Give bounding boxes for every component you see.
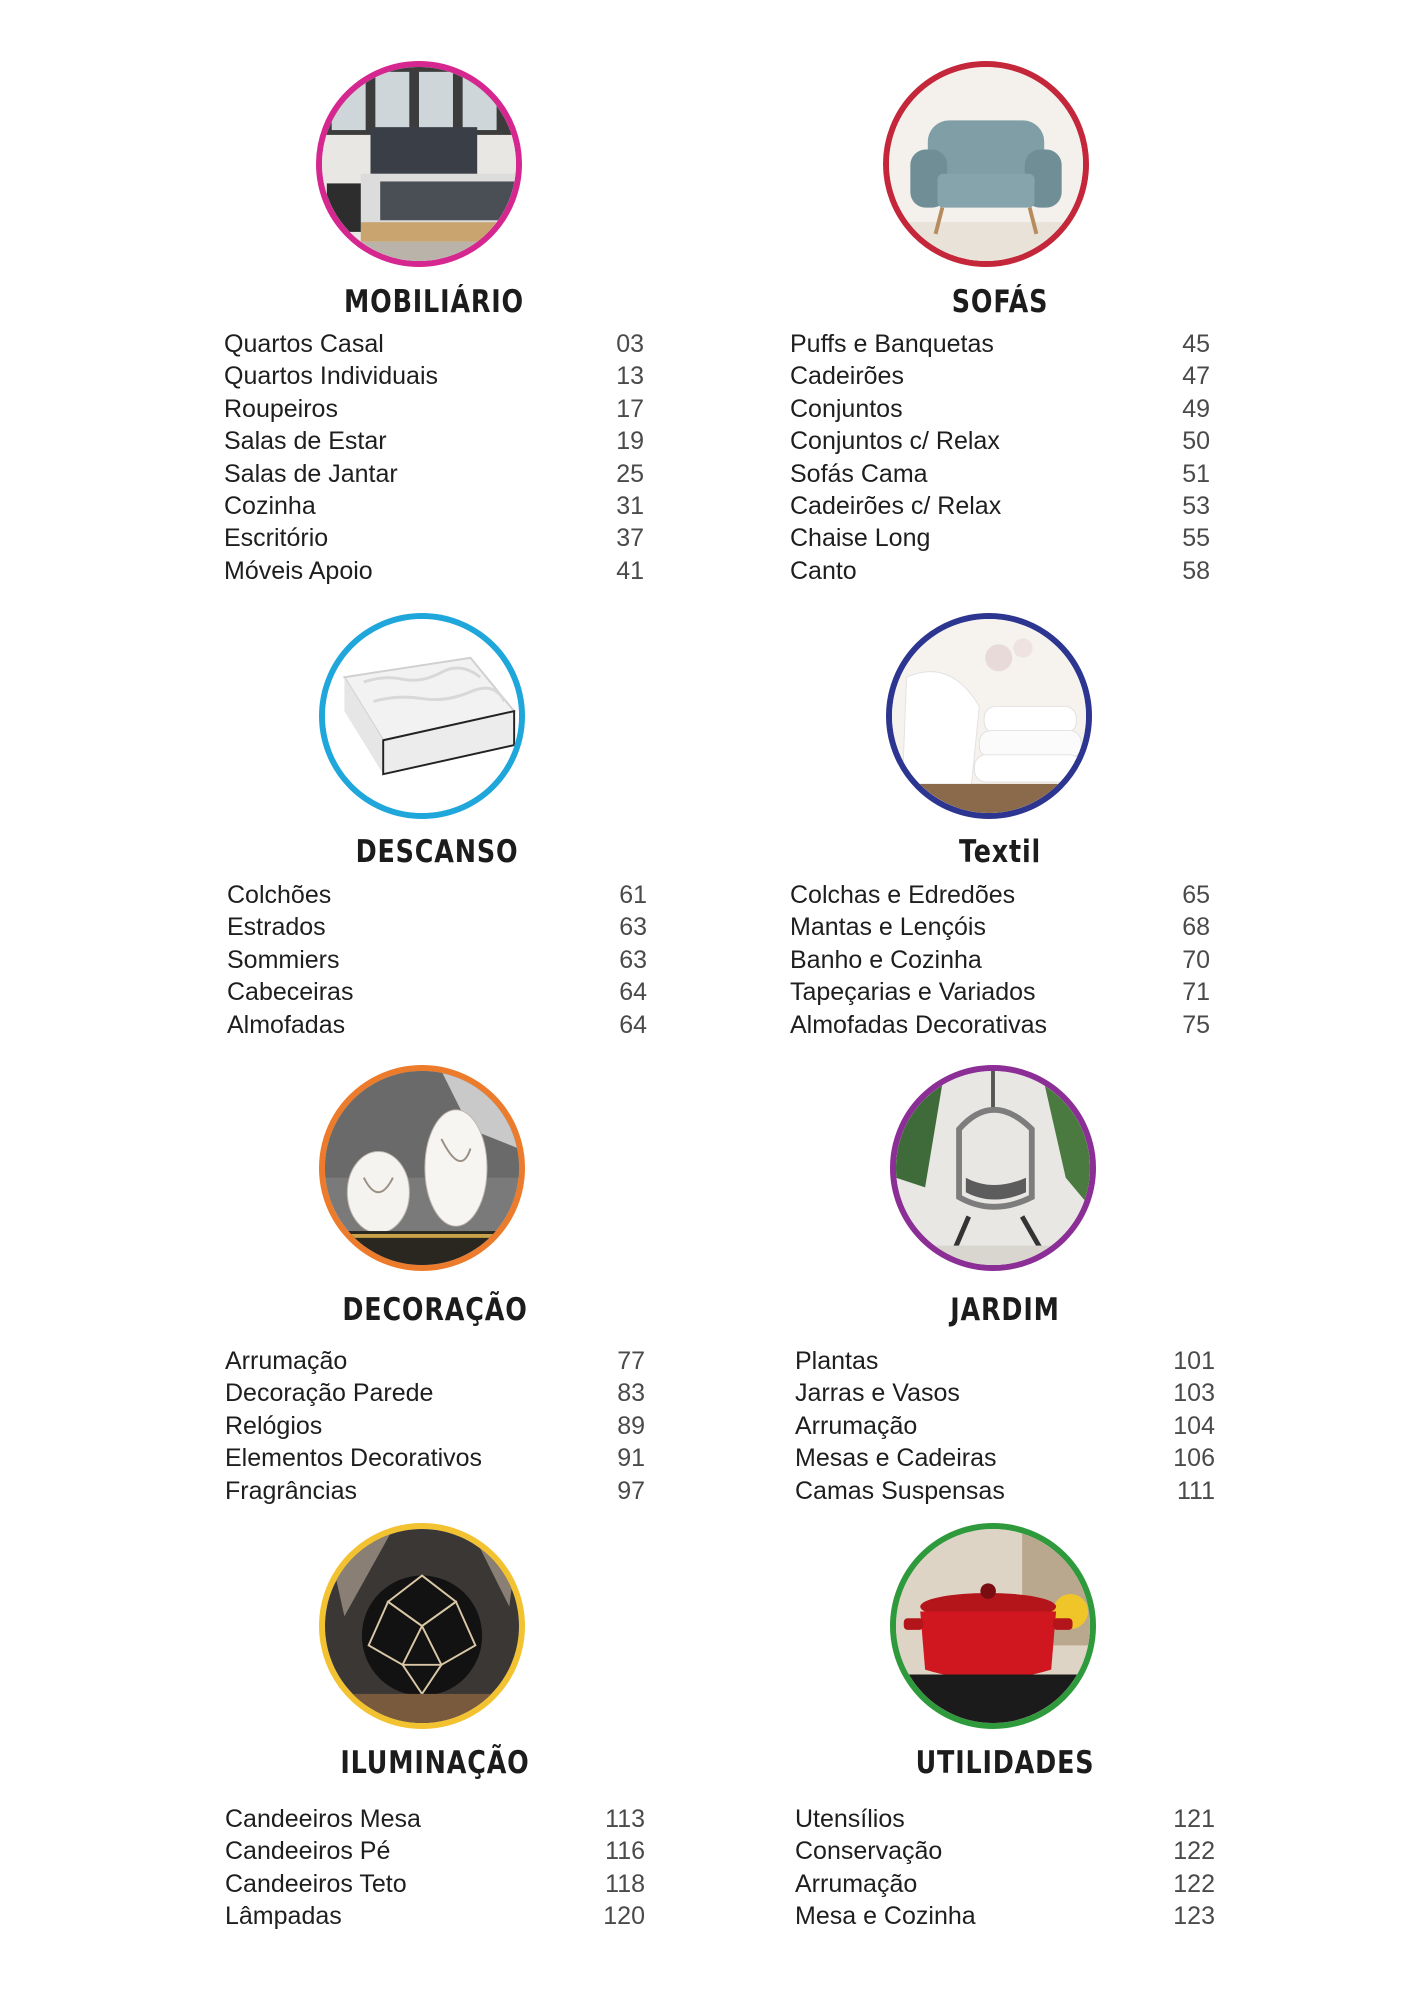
page-number: 63 bbox=[619, 913, 647, 942]
list-item[interactable] bbox=[225, 1902, 645, 1934]
item-label: Cabeceiras bbox=[227, 978, 354, 1007]
item-list bbox=[795, 1347, 1215, 1509]
list-item[interactable] bbox=[795, 1870, 1215, 1902]
item-label: Salas de Jantar bbox=[224, 459, 398, 488]
item-label: Salas de Estar bbox=[224, 427, 387, 456]
item-label: Candeeiros Teto bbox=[225, 1869, 407, 1898]
list-item[interactable] bbox=[790, 492, 1210, 524]
list-item[interactable] bbox=[225, 1477, 645, 1509]
item-label: Elementos Decorativos bbox=[225, 1444, 483, 1473]
lamp-image bbox=[319, 1523, 525, 1729]
section-title: Textil bbox=[958, 834, 1042, 870]
page-number: 122 bbox=[1173, 1837, 1215, 1866]
item-label: Fragrâncias bbox=[225, 1476, 357, 1505]
list-item[interactable] bbox=[790, 330, 1210, 362]
item-label: Lâmpadas bbox=[225, 1902, 342, 1931]
list-item[interactable] bbox=[795, 1444, 1215, 1476]
page-number: 113 bbox=[605, 1805, 645, 1833]
item-list bbox=[224, 330, 644, 589]
list-item[interactable] bbox=[795, 1412, 1215, 1444]
item-label: Almofadas Decorativas bbox=[790, 1010, 1048, 1039]
page-number: 63 bbox=[619, 945, 647, 974]
item-label: Colchas e Edredões bbox=[790, 881, 1016, 909]
item-label: Candeeiros Mesa bbox=[225, 1805, 421, 1833]
page-number: 123 bbox=[1173, 1902, 1215, 1931]
page-number: 75 bbox=[1182, 1010, 1210, 1039]
item-label: Candeeiros Pé bbox=[225, 1837, 391, 1866]
section-title: ILUMINAÇÃO bbox=[340, 1745, 530, 1781]
list-item[interactable] bbox=[790, 395, 1210, 427]
list-item[interactable] bbox=[225, 1379, 645, 1411]
list-item[interactable] bbox=[224, 492, 644, 524]
item-label: Estrados bbox=[227, 913, 326, 942]
list-item[interactable] bbox=[795, 1805, 1215, 1837]
list-item[interactable] bbox=[790, 913, 1210, 945]
list-item[interactable] bbox=[224, 362, 644, 394]
pot-image bbox=[890, 1523, 1096, 1729]
section-title: UTILIDADES bbox=[915, 1745, 1095, 1781]
item-label: Puffs e Banquetas bbox=[790, 330, 994, 358]
page-number: 19 bbox=[616, 427, 644, 456]
item-label: Tapeçarias e Variados bbox=[790, 978, 1036, 1007]
item-list bbox=[795, 1805, 1215, 1935]
item-label: Arrumação bbox=[795, 1411, 918, 1440]
item-label: Cozinha bbox=[224, 491, 316, 520]
item-list bbox=[225, 1805, 645, 1935]
list-item[interactable] bbox=[790, 524, 1210, 556]
page-number: 51 bbox=[1182, 459, 1210, 488]
vases-image bbox=[319, 1065, 525, 1271]
section-jardim bbox=[795, 1065, 1215, 1505]
page-number: 122 bbox=[1173, 1869, 1215, 1898]
page-number: 101 bbox=[1173, 1347, 1215, 1375]
item-label: Mesa e Cozinha bbox=[795, 1902, 976, 1931]
item-label: Conjuntos c/ Relax bbox=[790, 427, 1000, 456]
list-item[interactable] bbox=[225, 1805, 645, 1837]
item-label: Relógios bbox=[225, 1411, 323, 1440]
list-item[interactable] bbox=[790, 460, 1210, 492]
item-label: Banho e Cozinha bbox=[790, 945, 982, 974]
item-label: Canto bbox=[790, 556, 857, 585]
item-label: Mesas e Cadeiras bbox=[795, 1444, 997, 1473]
page-number: 58 bbox=[1182, 556, 1210, 585]
list-item[interactable] bbox=[790, 1011, 1210, 1043]
page-number: 17 bbox=[616, 394, 644, 423]
page-number: 64 bbox=[619, 1010, 647, 1039]
list-item[interactable] bbox=[224, 330, 644, 362]
section-textil bbox=[790, 608, 1210, 1048]
page-number: 70 bbox=[1182, 945, 1210, 974]
item-label: Utensílios bbox=[795, 1805, 905, 1833]
list-item[interactable] bbox=[225, 1412, 645, 1444]
item-list bbox=[790, 881, 1210, 1043]
page-number: 116 bbox=[605, 1837, 645, 1866]
page-number: 65 bbox=[1182, 881, 1210, 909]
list-item[interactable] bbox=[795, 1347, 1215, 1379]
page-number: 03 bbox=[616, 330, 644, 358]
item-label: Sommiers bbox=[227, 945, 340, 974]
item-label: Camas Suspensas bbox=[795, 1476, 1005, 1505]
section-title: MOBILIÁRIO bbox=[344, 284, 524, 320]
list-item[interactable] bbox=[225, 1870, 645, 1902]
list-item[interactable] bbox=[225, 1837, 645, 1869]
list-item[interactable] bbox=[227, 913, 647, 945]
item-label: Almofadas bbox=[227, 1010, 346, 1039]
list-item[interactable] bbox=[795, 1837, 1215, 1869]
page-number: 120 bbox=[603, 1902, 645, 1931]
page-number: 83 bbox=[617, 1379, 645, 1408]
list-item[interactable] bbox=[790, 362, 1210, 394]
section-title: DESCANSO bbox=[355, 834, 519, 870]
list-item[interactable] bbox=[790, 881, 1210, 913]
page-number: 97 bbox=[617, 1476, 645, 1505]
page-number: 64 bbox=[619, 978, 647, 1007]
mattress-image bbox=[319, 613, 525, 819]
sofa-image bbox=[883, 61, 1089, 267]
page-number: 49 bbox=[1182, 394, 1210, 423]
hanging-chair-image bbox=[890, 1065, 1096, 1271]
item-label: Jarras e Vasos bbox=[795, 1379, 960, 1408]
list-item[interactable] bbox=[224, 395, 644, 427]
page-number: 89 bbox=[617, 1411, 645, 1440]
page-number: 37 bbox=[616, 524, 644, 553]
page-number: 91 bbox=[617, 1444, 645, 1473]
section-utilidades bbox=[795, 1523, 1215, 1963]
list-item[interactable] bbox=[224, 427, 644, 459]
page-number: 71 bbox=[1182, 978, 1210, 1007]
list-item[interactable] bbox=[227, 978, 647, 1010]
item-label: Escritório bbox=[224, 524, 329, 553]
list-item[interactable] bbox=[227, 946, 647, 978]
item-label: Móveis Apoio bbox=[224, 556, 373, 585]
item-label: Quartos Casal bbox=[224, 330, 384, 358]
item-label: Arrumação bbox=[225, 1347, 348, 1375]
item-label: Quartos Individuais bbox=[224, 362, 439, 391]
item-label: Conservação bbox=[795, 1837, 943, 1866]
item-label: Plantas bbox=[795, 1347, 879, 1375]
page-number: 47 bbox=[1182, 362, 1210, 391]
page-number: 61 bbox=[619, 881, 647, 909]
page-number: 55 bbox=[1182, 524, 1210, 553]
item-list bbox=[790, 330, 1210, 589]
list-item[interactable] bbox=[795, 1379, 1215, 1411]
page-number: 68 bbox=[1182, 913, 1210, 942]
page-number: 45 bbox=[1182, 330, 1210, 358]
item-label: Sofás Cama bbox=[790, 459, 928, 488]
list-item[interactable] bbox=[227, 1011, 647, 1043]
section-title: DECORAÇÃO bbox=[342, 1292, 528, 1328]
item-label: Roupeiros bbox=[224, 394, 338, 423]
page-number: 121 bbox=[1173, 1805, 1215, 1833]
item-label: Chaise Long bbox=[790, 524, 931, 553]
item-label: Colchões bbox=[227, 881, 332, 909]
page-number: 41 bbox=[616, 556, 644, 585]
section-descanso bbox=[227, 608, 647, 1048]
item-label: Mantas e Lençóis bbox=[790, 913, 986, 942]
page-number: 103 bbox=[1173, 1379, 1215, 1408]
page-number: 31 bbox=[616, 491, 644, 520]
section-title: SOFÁS bbox=[951, 284, 1049, 320]
item-list bbox=[225, 1347, 645, 1509]
page-number: 77 bbox=[617, 1347, 645, 1375]
section-iluminacao bbox=[225, 1523, 645, 1963]
bedroom-image bbox=[316, 61, 522, 267]
page-number: 53 bbox=[1182, 491, 1210, 520]
page-number: 111 bbox=[1176, 1476, 1215, 1505]
item-label: Cadeirões c/ Relax bbox=[790, 491, 1002, 520]
textile-image bbox=[886, 613, 1092, 819]
list-item[interactable] bbox=[224, 460, 644, 492]
item-label: Decoração Parede bbox=[225, 1379, 434, 1408]
section-mobiliario bbox=[224, 58, 644, 598]
list-item[interactable] bbox=[224, 557, 644, 589]
list-item[interactable] bbox=[790, 427, 1210, 459]
list-item[interactable] bbox=[227, 881, 647, 913]
item-label: Cadeirões bbox=[790, 362, 904, 391]
list-item[interactable] bbox=[795, 1477, 1215, 1509]
list-item[interactable] bbox=[225, 1444, 645, 1476]
list-item[interactable] bbox=[795, 1902, 1215, 1934]
list-item[interactable] bbox=[225, 1347, 645, 1379]
page-number: 50 bbox=[1182, 427, 1210, 456]
item-label: Conjuntos bbox=[790, 394, 903, 423]
list-item[interactable] bbox=[790, 557, 1210, 589]
section-sofas bbox=[790, 58, 1210, 598]
page-number: 25 bbox=[616, 459, 644, 488]
list-item[interactable] bbox=[790, 946, 1210, 978]
section-title: JARDIM bbox=[950, 1292, 1060, 1328]
section-decoracao bbox=[225, 1065, 645, 1505]
item-label: Arrumação bbox=[795, 1869, 918, 1898]
page-number: 13 bbox=[616, 362, 644, 391]
list-item[interactable] bbox=[224, 524, 644, 556]
page-number: 118 bbox=[605, 1869, 645, 1898]
item-list bbox=[227, 881, 647, 1043]
page-number: 104 bbox=[1173, 1411, 1215, 1440]
list-item[interactable] bbox=[790, 978, 1210, 1010]
page-number: 106 bbox=[1173, 1444, 1215, 1473]
